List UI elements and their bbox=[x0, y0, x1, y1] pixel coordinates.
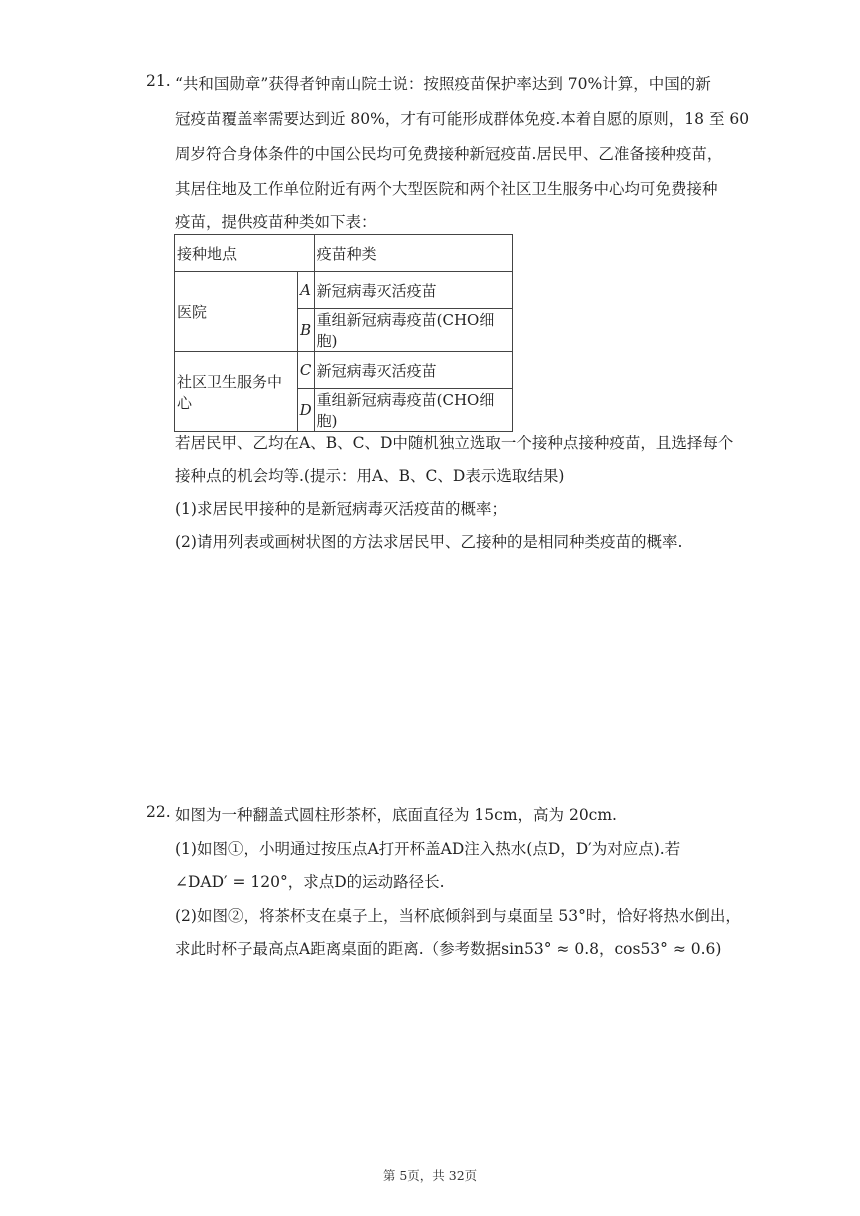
sub-question-1: (1)求居民甲接种的是新冠病毒灭活疫苗的概率； bbox=[175, 500, 507, 518]
question-text-line: 若居民甲、乙均在A、B、C、D中随机独立选取一个接种点接种疫苗，且选择每个 bbox=[175, 434, 734, 452]
table-row bbox=[175, 352, 513, 389]
table-header-place: 接种地点 bbox=[175, 235, 315, 272]
table-header-row bbox=[175, 235, 513, 272]
question-text-line: 疫苗，提供疫苗种类如下表： bbox=[175, 213, 377, 231]
question-text-line: 如图为一种翻盖式圆柱形茶杯，底面直径为 15cm，高为 20cm. bbox=[175, 806, 617, 824]
question-number: 21. bbox=[146, 72, 171, 90]
sub-question-2: (2)如图②，将茶杯支在桌子上，当杯底倾斜到与桌面呈 53°时，恰好将热水倒出， bbox=[175, 907, 741, 925]
question-text-line: “共和国勋章”获得者钟南山院士说：按照疫苗保护率达到 70%计算，中国的新 bbox=[175, 75, 711, 93]
table-cell-place: 医院 bbox=[175, 272, 298, 352]
table-cell-code: C bbox=[297, 352, 314, 389]
sub-question-1: (1)如图①，小明通过按压点A打开杯盖AD注入热水(点D，D′为对应点).若 bbox=[175, 840, 681, 858]
question-text-line: 求此时杯子最高点A距离桌面的距离.（参考数据sin53° ≈ 0.8，cos53° ≈ 0.6) bbox=[175, 940, 722, 958]
table-header-type: 疫苗种类 bbox=[314, 235, 512, 272]
question-text-line: 接种点的机会均等.(提示：用A、B、C、D表示选取结果) bbox=[175, 467, 565, 485]
table-cell-code: B bbox=[297, 309, 314, 352]
table-cell-vaccine: 新冠病毒灭活疫苗 bbox=[314, 272, 512, 309]
table-cell-code: D bbox=[297, 389, 314, 432]
table-row bbox=[175, 272, 513, 309]
table-cell-code: A bbox=[297, 272, 314, 309]
question-text-line: 冠疫苗覆盖率需要达到近 80%，才有可能形成群体免疫.本着自愿的原则，18 至 60 bbox=[175, 110, 750, 128]
table-cell-vaccine: 重组新冠病毒疫苗(CHO细胞) bbox=[314, 389, 512, 432]
table-cell-vaccine: 新冠病毒灭活疫苗 bbox=[314, 352, 512, 389]
question-text-line: ∠DAD′ = 120°，求点D的运动路径长. bbox=[175, 873, 445, 891]
table-cell-vaccine: 重组新冠病毒疫苗(CHO细胞) bbox=[314, 309, 512, 352]
table-cell-place: 社区卫生服务中心 bbox=[175, 352, 298, 432]
question-number: 22. bbox=[146, 803, 171, 821]
sub-question-2: (2)请用列表或画树状图的方法求居民甲、乙接种的是相同种类疫苗的概率. bbox=[175, 533, 683, 551]
question-text-line: 周岁符合身体条件的中国公民均可免费接种新冠疫苗.居民甲、乙准备接种疫苗， bbox=[175, 145, 723, 163]
page-footer: 第 5页，共 32页 bbox=[382, 1168, 478, 1183]
question-text-line: 其居住地及工作单位附近有两个大型医院和两个社区卫生服务中心均可免费接种 bbox=[175, 180, 718, 198]
vaccine-table bbox=[174, 234, 513, 432]
